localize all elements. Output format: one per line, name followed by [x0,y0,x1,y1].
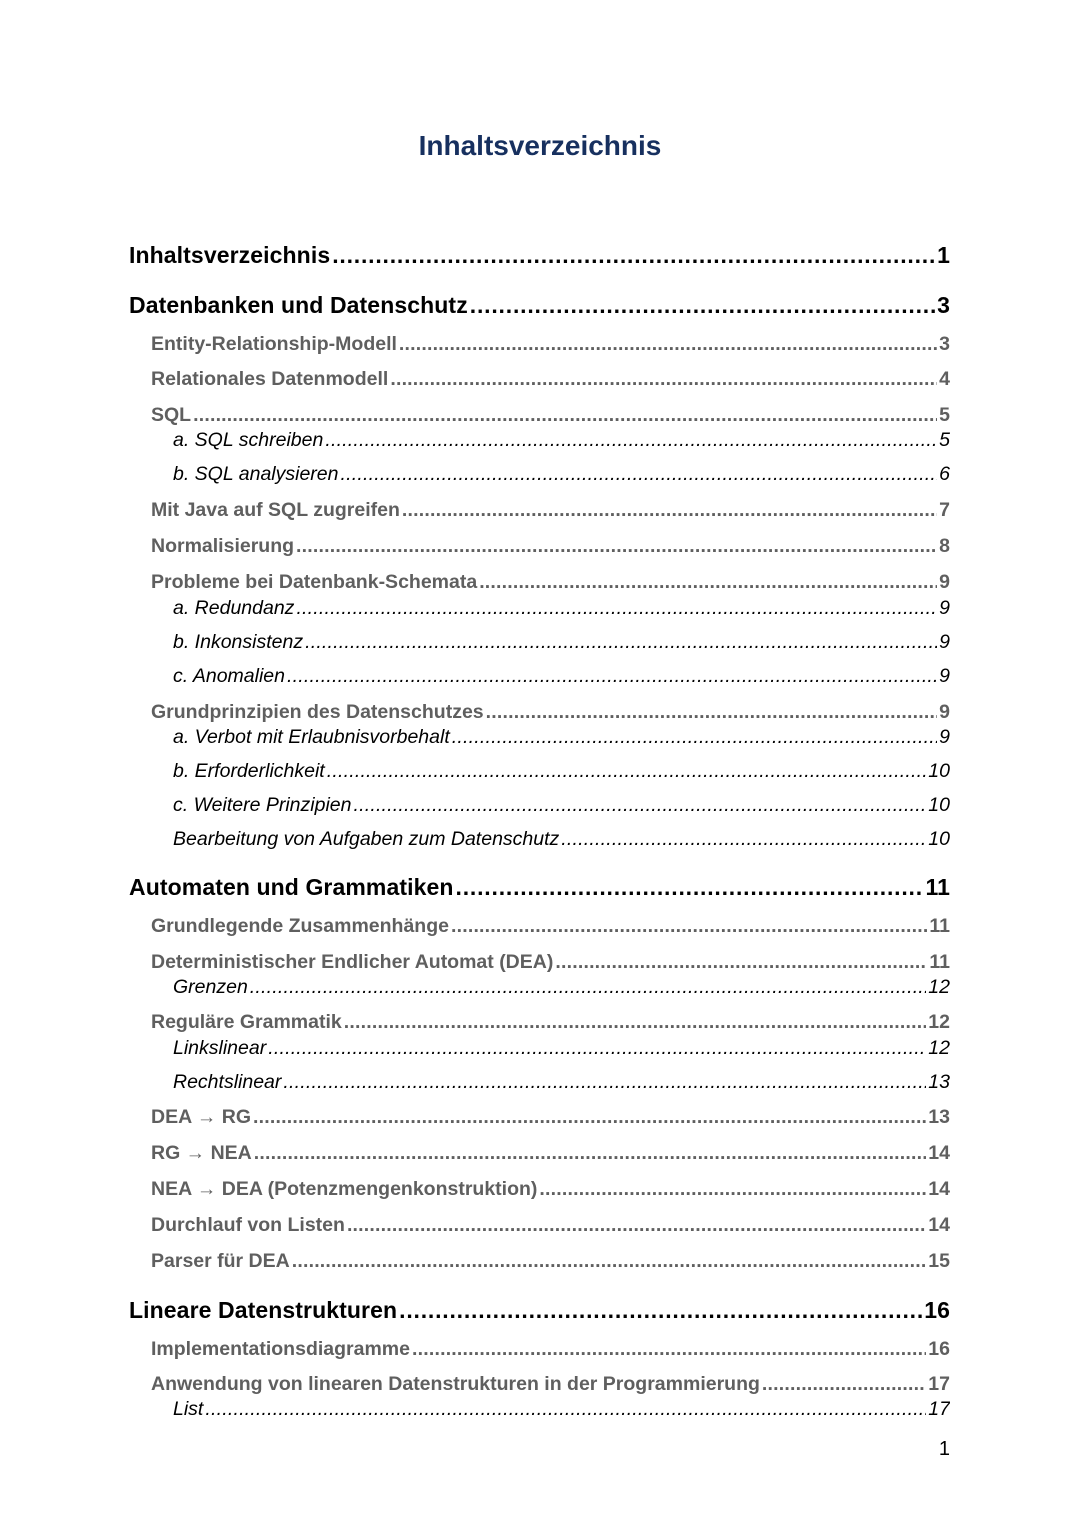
toc-leader [205,1398,926,1421]
toc-entry-label: b. Erforderlichkeit [173,760,325,782]
toc-leader [253,1106,926,1129]
toc-entry[interactable] [151,1338,950,1364]
toc-entry[interactable] [151,499,950,525]
toc-entry-page: 4 [939,368,950,390]
toc-leader [451,915,927,938]
toc-entry[interactable] [151,1142,950,1168]
toc-entry[interactable] [151,951,950,977]
toc-leader [762,1373,926,1396]
toc-leader [254,1142,927,1165]
toc-entry[interactable] [173,794,950,820]
toc-entry[interactable] [173,1071,950,1097]
toc-entry-page: 9 [939,597,950,619]
toc-entry[interactable] [151,1011,950,1037]
toc-entry-page: 12 [928,1011,950,1033]
toc-leader [305,631,937,654]
toc-entry-page: 12 [928,976,950,998]
toc-leader [399,1297,922,1324]
toc-entry-page: 3 [937,292,950,318]
toc-entry[interactable] [173,463,950,489]
toc-entry-page: 9 [939,701,950,723]
toc-leader [561,828,926,851]
toc-leader [402,499,937,522]
toc-entry-label: Durchlauf von Listen [151,1214,345,1236]
toc-entry-label: Entity-Relationship-Modell [151,333,397,355]
toc-entry-page: 6 [939,463,950,485]
toc-entry-page: 1 [937,242,950,268]
toc-entry[interactable] [173,1037,950,1063]
toc-entry[interactable] [129,1297,950,1329]
toc-entry-label: a. SQL schreiben [173,429,324,451]
toc-entry-label: DEA → RG [151,1106,252,1128]
toc-entry-page: 10 [928,794,950,816]
toc-leader [555,951,927,974]
toc-entry[interactable] [173,1398,950,1424]
toc-entry[interactable] [151,571,950,597]
toc-entry[interactable] [173,828,950,854]
toc-entry-label: SQL [151,404,192,426]
toc-entry-page: 11 [925,874,950,900]
toc-entry[interactable] [151,404,950,430]
toc-entry-page: 9 [939,571,950,593]
toc-entry[interactable] [151,1250,950,1276]
toc-entry-page: 5 [939,429,950,451]
toc-leader [283,1071,926,1094]
toc-entry-label: Relationales Datenmodell [151,368,389,390]
toc-entry-label: Normalisierung [151,535,295,557]
toc-entry[interactable] [151,1214,950,1240]
toc-entry[interactable] [173,665,950,691]
toc-leader [296,535,937,558]
toc-entry-page: 14 [928,1214,950,1236]
toc-entry[interactable] [151,701,950,727]
toc-entry-label: RG → NEA [151,1142,252,1164]
toc-entry-label: c. Weitere Prinzipien [173,794,352,816]
toc-entry-label: Anwendung von linearen Datenstrukturen in der Programmierung [151,1373,760,1395]
toc-leader [327,760,927,783]
toc-leader [486,701,938,724]
toc-entry-label: a. Verbot mit Erlaubnisvorbehalt [173,726,450,748]
toc-entry-page: 13 [928,1071,950,1093]
toc-entry-label: Mit Java auf SQL zugreifen [151,499,400,521]
toc-entry-label: NEA → DEA (Potenzmengenkonstruktion) [151,1178,538,1200]
toc-leader [287,665,937,688]
toc-leader [347,1214,926,1237]
toc-entry-label: Bearbeitung von Aufgaben zum Datenschutz [173,828,560,850]
toc-entry[interactable] [173,760,950,786]
toc-entry-label: Probleme bei Datenbank-Schemata [151,571,478,593]
toc-entry-page: 5 [939,404,950,426]
toc-leader [452,726,937,749]
toc-leader [325,429,937,452]
toc-entry-page: 16 [924,1297,950,1323]
toc-leader [353,794,926,817]
toc-entry[interactable] [151,1106,950,1132]
toc-entry[interactable] [151,333,950,359]
page-number: 1 [938,1438,950,1460]
toc-entry-label: Linkslinear [173,1037,267,1059]
toc-entry-page: 9 [939,665,950,687]
toc-leader [268,1037,926,1060]
toc-entry[interactable] [173,726,950,752]
toc-entry[interactable] [129,874,950,906]
toc-entry-page: 11 [929,951,950,973]
toc-leader [250,976,927,999]
toc-entry-label: Grundlegende Zusammenhänge [151,915,449,937]
toc-leader [341,463,938,486]
toc-leader [332,242,935,269]
toc-entry-label: c. Anomalien [173,665,286,687]
toc-leader [344,1011,927,1034]
toc-leader [479,571,937,594]
toc-leader [296,597,937,620]
toc-leader [292,1250,927,1273]
toc-entry-label: Parser für DEA [151,1250,290,1272]
toc-entry-label: Grundprinzipien des Datenschutzes [151,701,484,723]
toc-entry-page: 11 [929,915,950,937]
toc-entry-page: 7 [939,499,950,521]
toc-entry-page: 17 [928,1373,950,1395]
toc-entry[interactable] [129,292,950,324]
toc-entry[interactable] [173,429,950,455]
toc-entry-label: Grenzen [173,976,248,998]
page-title: Inhaltsverzeichnis [418,130,662,161]
toc-leader [399,333,937,356]
toc-entry-page: 14 [928,1142,950,1164]
toc-entry-label: Rechtslinear [173,1071,282,1093]
toc-entry-page: 12 [928,1037,950,1059]
toc-entry[interactable] [129,242,950,274]
toc-entry[interactable] [173,631,950,657]
toc-entry-page: 13 [928,1106,950,1128]
toc-leader [539,1178,926,1201]
toc-entry[interactable] [151,535,950,561]
toc-entry[interactable] [173,597,950,623]
toc-entry[interactable] [151,1178,950,1204]
toc-entry-page: 16 [928,1338,950,1360]
toc-entry-label: Datenbanken und Datenschutz [129,292,468,318]
toc-entry-label: Lineare Datenstrukturen [129,1297,398,1323]
toc-leader [412,1338,926,1361]
toc-entry-page: 17 [928,1398,950,1420]
toc-entry-page: 14 [928,1178,950,1200]
toc-leader [456,874,924,901]
toc-entry-page: 8 [939,535,950,557]
toc-entry-label: b. Inkonsistenz [173,631,304,653]
toc-entry-label: Implementationsdiagramme [151,1338,410,1360]
toc-entry-label: b. SQL analysieren [173,463,339,485]
toc-leader [193,404,937,427]
toc-entry-label: Automaten und Grammatiken [129,874,454,900]
toc-entry-label: a. Redundanz [173,597,295,619]
toc-leader [470,292,935,319]
toc-entry[interactable] [151,915,950,941]
toc-entry[interactable] [151,368,950,394]
toc-entry[interactable] [173,976,950,1002]
toc-entry-page: 15 [928,1250,950,1272]
toc-leader [390,368,937,391]
toc-entry-label: Reguläre Grammatik [151,1011,342,1033]
toc-entry-label: List [173,1398,204,1420]
toc-entry-page: 3 [939,333,950,355]
toc-entry-label: Deterministischer Endlicher Automat (DEA) [151,951,554,973]
toc-entry-label: Inhaltsverzeichnis [129,242,331,268]
toc-entry[interactable] [151,1373,950,1399]
toc-entry-page: 10 [928,828,950,850]
toc-entry-page: 9 [939,631,950,653]
toc-entry-page: 9 [939,726,950,748]
toc-entry-page: 10 [928,760,950,782]
